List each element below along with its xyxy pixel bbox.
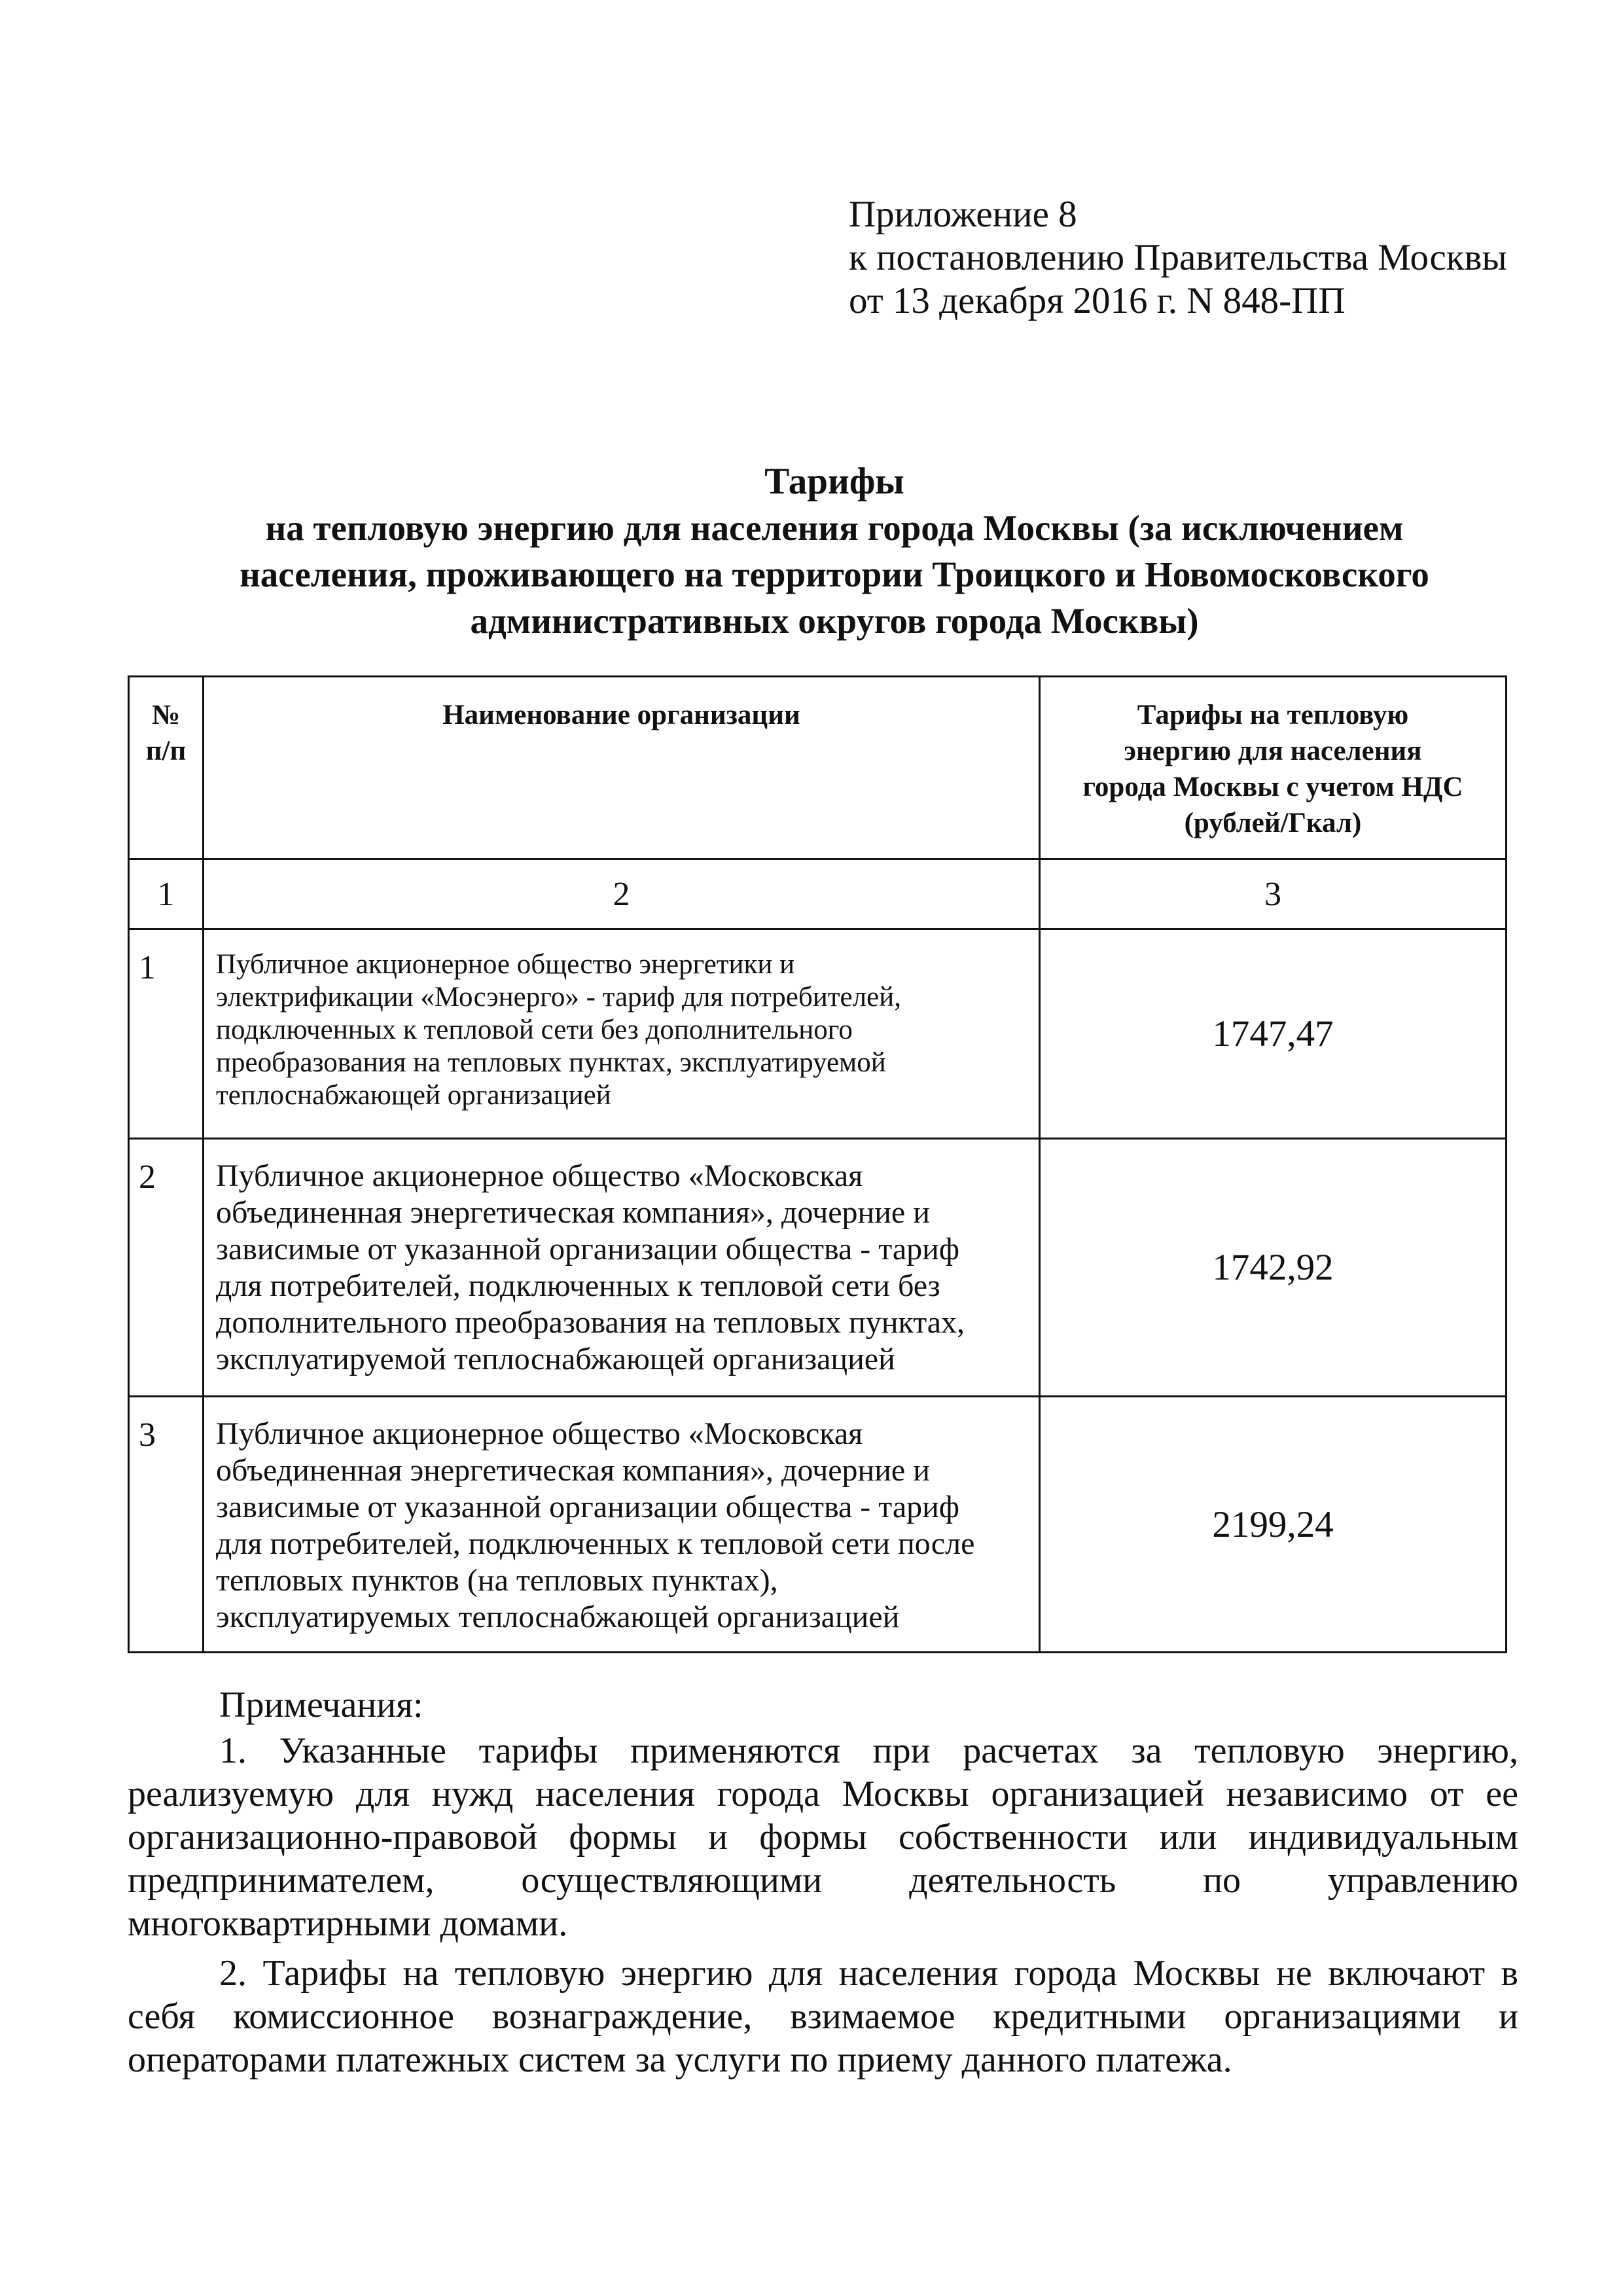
header-number: № п/п [129, 677, 204, 859]
tariff-value: 1742,92 [1040, 1139, 1507, 1397]
tariff-value: 1747,47 [1040, 929, 1507, 1139]
row-index: 2 [129, 1139, 204, 1397]
table-row [129, 929, 1507, 1139]
organization-name: Публичное акционерное общество «Московская объединенная энергетическая компания», дочерние и зависимые от указанной организации общества - тариф для потребителей, подключенных к тепловой сети после тепловых пунктов (на тепловых пунктах), эксплуатируемых теплоснабжающей организацией [204, 1397, 1040, 1653]
table-row [129, 1139, 1507, 1397]
notes-title: Примечания: [219, 1685, 423, 1725]
title-heading: Тарифы [764, 461, 904, 502]
tariff-value: 2199,24 [1040, 1397, 1507, 1653]
title-line: административных округов города Москвы) [470, 601, 1199, 641]
column-number: 1 [129, 859, 204, 929]
document-title [98, 458, 1571, 644]
column-number: 2 [204, 859, 1040, 929]
organization-name: Публичное акционерное общество «Московская объединенная энергетическая компания», дочерние и зависимые от указанной организации общества - тариф для потребителей, подключенных к тепловой сети без дополнительного преобразования на тепловых пунктах, эксплуатируемой теплоснабжающей организацией [204, 1139, 1040, 1397]
appendix-date: от 13 декабря 2016 г. N 848-ПП [849, 280, 1346, 321]
header-organization: Наименование организации [204, 677, 1040, 859]
appendix-number: Приложение 8 [849, 194, 1077, 235]
notes-section [128, 1683, 1518, 2081]
table-row [129, 1397, 1507, 1653]
header-tariff: Тарифы на тепловую энергию для населения города Москвы с учетом НДС (рублей/Гкал) [1040, 677, 1507, 859]
row-index: 3 [129, 1397, 204, 1653]
title-line: на тепловую энергию для населения города Москвы (за исключением [265, 508, 1404, 548]
column-numbers-row [129, 859, 1507, 929]
appendix-reference: к постановлению Правительства Москвы [849, 237, 1507, 278]
note-item: 1. Указанные тарифы применяются при расчетах за тепловую энергию, реализуемую для нужд населения города Москвы организацией независимо от ее организационно-правовой формы и формы собственности или индивидуальным предпринимателем, осуществляющими деятельность по управлению многоквартирными домами. [128, 1731, 1518, 1944]
tariff-table [128, 675, 1507, 1653]
note-item: 2. Тарифы на тепловую энергию для населения города Москвы не включают в себя комиссионное вознаграждение, взимаемое кредитными организациями и операторами платежных систем за услуги по приему данного платежа. [128, 1953, 1518, 2080]
row-index: 1 [129, 929, 204, 1139]
table-header-row [129, 677, 1507, 859]
organization-name: Публичное акционерное общество энергетики и электрификации «Мосэнерго» - тариф для потребителей, подключенных к тепловой сети без дополнительного преобразования на тепловых пунктах, эксплуатируемой теплоснабжающей организацией [204, 929, 1040, 1139]
title-line: населения, проживающего на территории Троицкого и Новомосковского [240, 554, 1429, 594]
appendix-header [849, 193, 1507, 323]
column-number: 3 [1040, 859, 1507, 929]
